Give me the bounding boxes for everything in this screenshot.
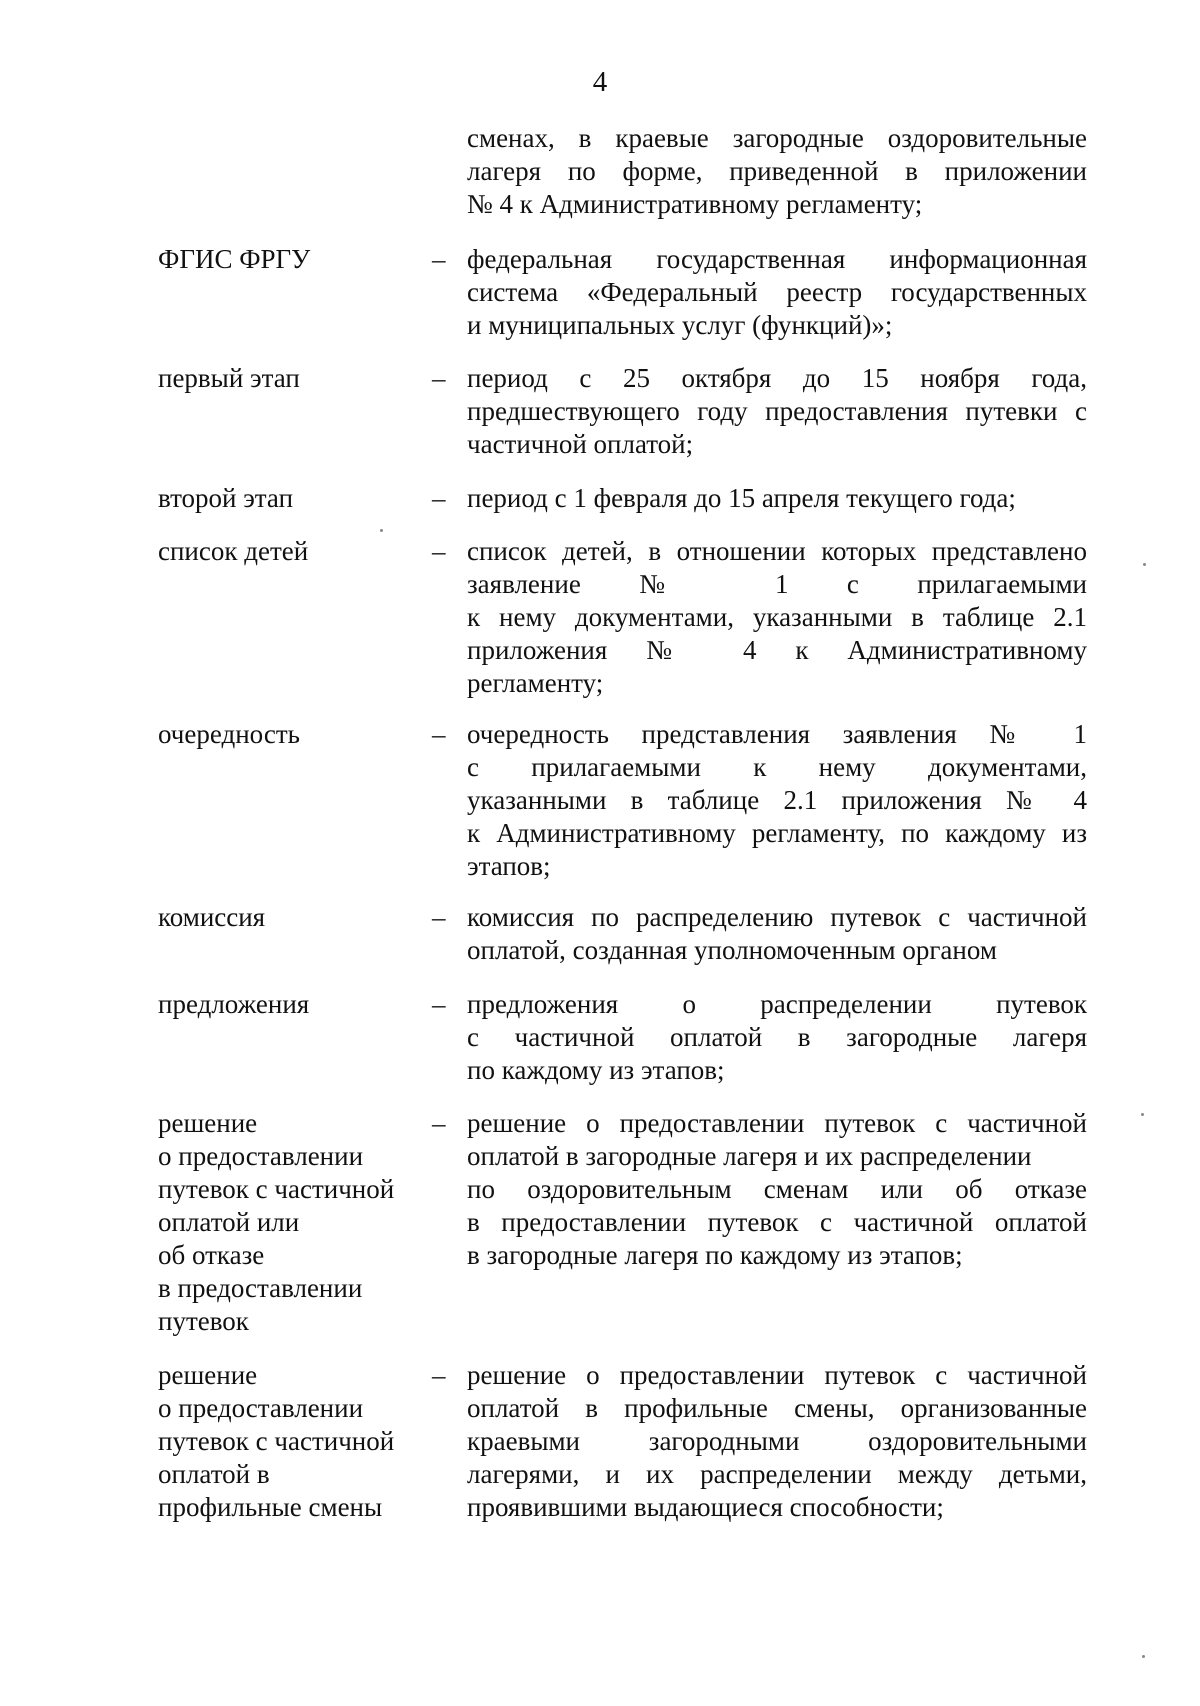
definition-line: приложения № 4 к Административному	[467, 635, 1087, 665]
definition-line: по оздоровительным сменам или об отказе	[467, 1174, 1087, 1204]
definition-line: к нему документами, указанными в таблице 2.1	[467, 602, 1087, 632]
scan-speck	[1142, 1655, 1145, 1658]
dash-separator: –	[432, 989, 446, 1019]
definition-line: частичной оплатой;	[467, 429, 694, 459]
definition-line: предшествующего году предоставления путевки с	[467, 396, 1087, 426]
definition-line: с частичной оплатой в загородные лагеря	[467, 1022, 1087, 1052]
dash-separator: –	[432, 244, 446, 274]
term-line: в предоставлении	[158, 1273, 363, 1303]
definition-line: федеральная государственная информационная	[467, 244, 1087, 274]
definition-fgis-frgu	[467, 243, 1087, 342]
definition-proposals	[467, 988, 1087, 1087]
dash-separator: –	[432, 719, 446, 749]
dash-separator: –	[432, 1108, 446, 1138]
term-second-stage	[158, 482, 428, 515]
definition-line: комиссия по распределению путевок с частичной	[467, 902, 1087, 932]
definition-line: период с 1 февраля до 15 апреля текущего года;	[467, 483, 1016, 513]
term-fgis-frgu	[158, 243, 428, 276]
intro-line: лагеря по форме, приведенной в приложении	[467, 156, 1087, 186]
term-line: профильные смены	[158, 1492, 383, 1522]
definition-line: в загородные лагеря по каждому из этапов;	[467, 1240, 963, 1270]
definition-line: заявление № 1 с прилагаемыми	[467, 569, 1087, 599]
definition-line: список детей, в отношении которых представлено	[467, 536, 1087, 566]
definition-line: проявившими выдающиеся способности;	[467, 1492, 944, 1522]
definition-priority	[467, 718, 1087, 883]
definition-line: регламенту;	[467, 668, 604, 698]
dash-separator: –	[432, 536, 446, 566]
scan-speck	[1141, 1113, 1144, 1116]
definition-line: очередность представления заявления № 1	[467, 719, 1087, 749]
page-number: 4	[592, 66, 608, 98]
term-priority	[158, 718, 428, 751]
intro-line: № 4 к Административному регламенту;	[467, 189, 923, 219]
term-line: второй этап	[158, 483, 294, 513]
definition-line: к Административному регламенту, по каждому из	[467, 818, 1087, 848]
definition-commission	[467, 901, 1087, 967]
definition-second-stage	[467, 482, 1087, 515]
term-line: о предоставлении	[158, 1141, 364, 1171]
term-proposals	[158, 988, 428, 1021]
term-line: очередность	[158, 719, 300, 749]
definition-line: в предоставлении путевок с частичной оплатой	[467, 1207, 1087, 1237]
definition-decision-or-refusal	[467, 1107, 1087, 1272]
term-line: оплатой или	[158, 1207, 300, 1237]
definition-children-list	[467, 535, 1087, 700]
definition-line: предложения о распределении путевок	[467, 989, 1087, 1019]
term-line: первый этап	[158, 363, 300, 393]
definition-line: решение о предоставлении путевок с частичной	[467, 1108, 1087, 1138]
definition-line: оплатой, созданная уполномоченным органом	[467, 935, 997, 965]
term-children-list	[158, 535, 428, 568]
dash-separator: –	[432, 363, 446, 393]
term-line: об отказе	[158, 1240, 265, 1270]
intro-line: сменах, в краевые загородные оздоровительные	[467, 123, 1087, 153]
definition-line: и муниципальных услуг (функций)»;	[467, 310, 893, 340]
definition-line: с прилагаемыми к нему документами,	[467, 752, 1087, 782]
definition-line: по каждому из этапов;	[467, 1055, 725, 1085]
definition-line: краевыми загородными оздоровительными	[467, 1426, 1087, 1456]
dash-separator: –	[432, 1360, 446, 1390]
definition-line: этапов;	[467, 851, 551, 881]
term-decision-profile-shifts	[158, 1359, 428, 1524]
definition-line: лагерями, и их распределении между детьми,	[467, 1459, 1087, 1489]
scan-speck	[380, 529, 383, 532]
definition-line: система «Федеральный реестр государственных	[467, 277, 1087, 307]
term-first-stage	[158, 362, 428, 395]
term-line: предложения	[158, 989, 310, 1019]
term-line: решение	[158, 1360, 258, 1390]
term-line: ФГИС ФРГУ	[158, 244, 311, 274]
term-line: путевок с частичной	[158, 1426, 395, 1456]
term-line: о предоставлении	[158, 1393, 364, 1423]
definition-line: период с 25 октября до 15 ноября года,	[467, 363, 1087, 393]
term-line: решение	[158, 1108, 258, 1138]
dash-separator: –	[432, 483, 446, 513]
term-commission	[158, 901, 428, 934]
term-decision-or-refusal	[158, 1107, 428, 1338]
intro-paragraph	[467, 122, 1087, 221]
definition-line: указанными в таблице 2.1 приложения № 4	[467, 785, 1087, 815]
definition-first-stage	[467, 362, 1087, 461]
term-line: оплатой в	[158, 1459, 270, 1489]
term-line: путевок с частичной	[158, 1174, 395, 1204]
definition-line: оплатой в загородные лагеря и их распределении	[467, 1141, 1032, 1171]
term-line: путевок	[158, 1306, 249, 1336]
definition-decision-profile-shifts	[467, 1359, 1087, 1524]
term-line: список детей	[158, 536, 309, 566]
scan-speck	[1143, 563, 1146, 566]
term-line: комиссия	[158, 902, 266, 932]
definition-line: оплатой в профильные смены, организованные	[467, 1393, 1087, 1423]
dash-separator: –	[432, 902, 446, 932]
definition-line: решение о предоставлении путевок с частичной	[467, 1360, 1087, 1390]
